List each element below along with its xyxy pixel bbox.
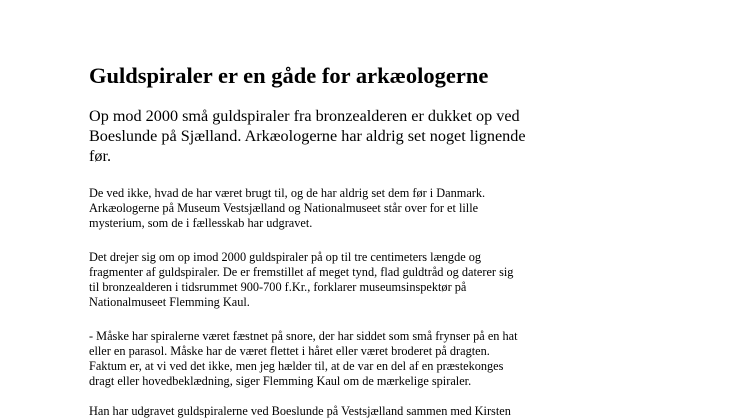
lead-line: Boeslunde på Sjælland. Arkæologerne har aldrig set noget lignende xyxy=(89,127,526,145)
paragraph-line: Faktum er, at vi ved det ikke, men jeg hælder til, at de var en del af en præstekonges xyxy=(89,359,504,373)
body-paragraph-2 xyxy=(89,250,589,310)
body-paragraph-3 xyxy=(89,329,589,389)
article-title: Guldspiraler er en gåde for arkæologerne xyxy=(89,63,489,88)
lead-line: Op mod 2000 små guldspiraler fra bronzealderen er dukket op ved xyxy=(89,107,520,125)
lead-line: før. xyxy=(89,147,112,165)
article-lead xyxy=(89,106,579,166)
paragraph-line: - Måske har spiralerne været fæstnet på snore, der har siddet som små frynser på en hat xyxy=(89,329,518,343)
paragraph-line: Han har udgravet guldspiralerne ved Boeslunde på Vestsjælland sammen med Kirsten xyxy=(89,404,511,418)
paragraph-line: mysterium, som de i fællesskab har udgravet. xyxy=(89,216,313,230)
paragraph-line: dragt eller hovedbeklædning, siger Flemming Kaul om de mærkelige spiraler. xyxy=(89,374,472,388)
paragraph-line: fragmenter af guldspiraler. De er fremstillet af meget tynd, flad guldtråd og daterer sig xyxy=(89,265,514,279)
paragraph-line: De ved ikke, hvad de har været brugt til, og de har aldrig set dem før i Danmark. xyxy=(89,186,486,200)
body-paragraph-1 xyxy=(89,186,589,231)
body-paragraph-4 xyxy=(89,404,589,419)
paragraph-line: til bronzealderen i tidsrummet 900-700 f.Kr., forklarer museumsinspektør på xyxy=(89,280,467,294)
paragraph-line: Arkæologerne på Museum Vestsjælland og Nationalmuseet står over for et lille xyxy=(89,201,479,215)
paragraph-line: Nationalmuseet Flemming Kaul. xyxy=(89,295,250,309)
paragraph-line: Det drejer sig om op imod 2000 guldspiraler på op til tre centimeters længde og xyxy=(89,250,482,264)
paragraph-line: eller en parasol. Måske har de været flettet i håret eller været broderet på dragten. xyxy=(89,344,490,358)
